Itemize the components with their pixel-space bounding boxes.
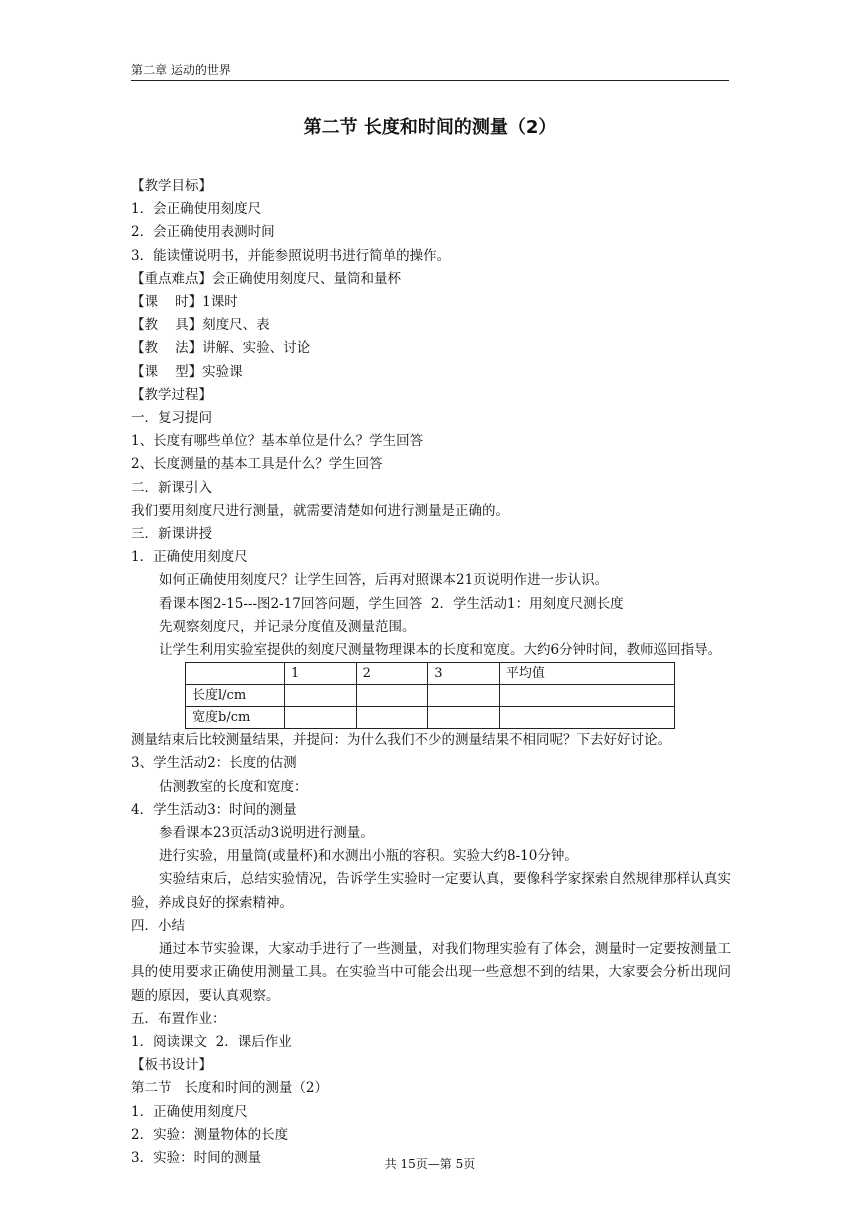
text-line: 2．会正确使用表测时间: [131, 224, 275, 241]
page-header: 第二章 运动的世界: [131, 62, 729, 81]
table-cell: [499, 707, 674, 729]
text-line: 五．布置作业：: [131, 1010, 226, 1027]
table-row: [186, 707, 675, 729]
text-line: 3．实验：时间的测量: [131, 1149, 262, 1166]
lines-a: [131, 175, 731, 569]
text-line: 【教 具】刻度尺、表: [131, 317, 270, 334]
text-line: 3．能读懂说明书，并能参照说明书进行简单的操作。: [131, 247, 451, 264]
text-line: 看课本图2-15---图2-17回答问题，学生回答 2．学生活动1：用刻度尺测长度: [159, 595, 624, 612]
text-line: 【课 型】实验课: [131, 363, 243, 380]
table-cell: 平均值: [499, 663, 674, 685]
text-line: 四．小结: [131, 917, 185, 934]
table-cell: [186, 663, 285, 685]
text-line: 1．正确使用刻度尺: [131, 1103, 248, 1120]
text-line: 1．阅读课文 2．课后作业: [131, 1033, 292, 1050]
text-line: 先观察刻度尺，并记录分度值及测量范围。: [159, 618, 416, 635]
text-line: 三．新课讲授: [131, 526, 212, 543]
text-line: 4．学生活动3：时间的测量: [131, 801, 297, 818]
table-header-row: [186, 663, 675, 685]
lines-b: [131, 569, 731, 639]
table-cell: [499, 685, 674, 707]
table-row: [186, 685, 675, 707]
table-cell: 1: [285, 663, 357, 685]
table-cell: [428, 685, 500, 707]
page-footer: 共 15页—第 5页: [384, 1157, 476, 1171]
text-line: 参看课本23页活动3说明进行测量。: [159, 825, 374, 842]
text-line: 2．实验：测量物体的长度: [131, 1126, 289, 1143]
text-line: 测量结束后比较测量结果，并提问：为什么我们不少的测量结果不相同呢？下去好好讨论。: [131, 732, 671, 749]
table-cell: [356, 707, 428, 729]
text-line: 1．正确使用刻度尺: [131, 549, 248, 566]
text-line: 估测教室的长度和宽度：: [159, 778, 308, 795]
table-cell: [356, 685, 428, 707]
table-cell: 2: [356, 663, 428, 685]
text-line: 【教 法】讲解、实验、讨论: [131, 340, 311, 357]
text-line: 1．会正确使用刻度尺: [131, 201, 262, 218]
table-cell: [285, 707, 357, 729]
text-line: 我们要用刻度尺进行测量，就需要清楚如何进行测量是正确的。: [131, 502, 509, 519]
measurement-table: [185, 662, 675, 729]
text-line: 第二节 长度和时间的测量（2）: [131, 1080, 328, 1097]
text-line: 【板书设计】: [131, 1057, 212, 1074]
text-line: 如何正确使用刻度尺？让学生回答，后再对照课本21页说明作进一步认识。: [159, 572, 609, 589]
text-line: 【教学过程】: [131, 386, 212, 403]
paragraph-summary: 通过本节实验课，大家动手进行了一些测量，对我们物理实验有了体会，测量时一定要按测量工具的使用要求正确使用测量工具。在实验当中可能会出现一些意想不到的结果，大家要会分析出现问题的原因，要认真观察。: [131, 941, 731, 1004]
lines-c: [131, 1008, 731, 1170]
text-line: 进行实验，用量筒(或量杯)和水测出小瓶的容积。实验大约8-10分钟。: [159, 848, 578, 865]
lesson-body: [131, 175, 731, 1170]
table-cell: [285, 685, 357, 707]
text-line: 3、学生活动2：长度的估测: [131, 755, 297, 772]
text-line: 1、长度有哪些单位？基本单位是什么？学生回答: [131, 433, 424, 450]
table-cell: 长度l/cm: [186, 685, 285, 707]
text-line: 二．新课引入: [131, 479, 212, 496]
table-cell: 3: [428, 663, 500, 685]
section-title: 第二节 长度和时间的测量（2）: [303, 117, 557, 138]
text-line: 【课 时】1课时: [131, 294, 238, 311]
paragraph-conclusion: 实验结束后，总结实验情况，告诉学生实验时一定要认真，要像科学家探索自然规律那样认真实验，养成良好的探索精神。: [131, 871, 731, 911]
text-line: 【重点难点】会正确使用刻度尺、量筒和量杯: [131, 270, 401, 287]
text-line: 2、长度测量的基本工具是什么？学生回答: [131, 456, 383, 473]
paragraph-measure: 让学生利用实验室提供的刻度尺测量物理课本的长度和宽度。大约6分钟时间，教师巡回指导。: [159, 642, 722, 659]
text-line: 一．复习提问: [131, 410, 212, 427]
table-cell: 宽度b/cm: [186, 707, 285, 729]
text-line: 【教学目标】: [131, 178, 212, 194]
table-cell: [428, 707, 500, 729]
